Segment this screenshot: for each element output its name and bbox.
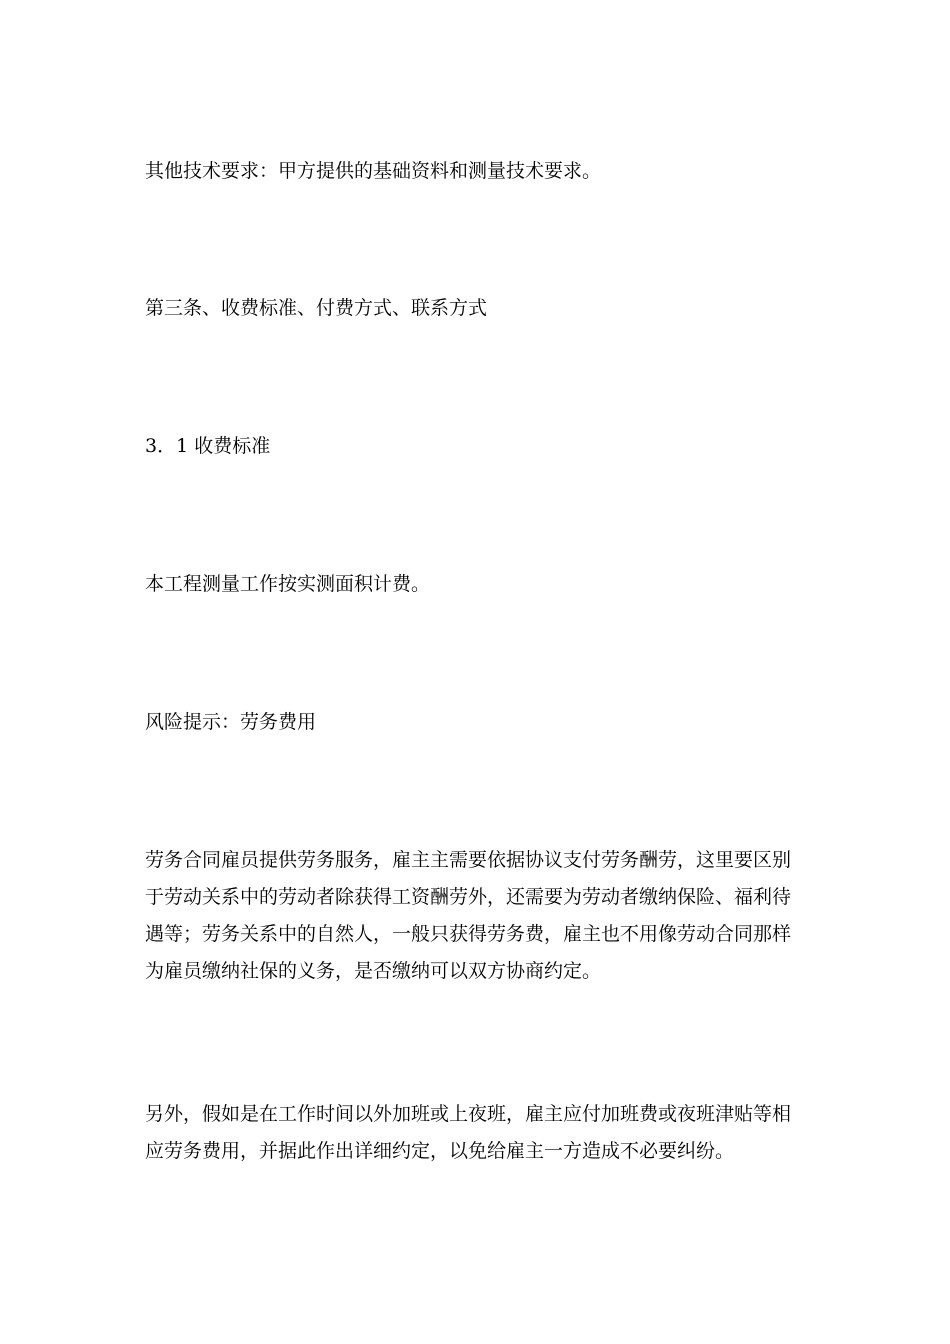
paragraph-line: 风险提示：劳务费用	[145, 711, 317, 733]
paragraph-line: 另外，假如是在工作时间以外加班或上夜班，雇主应付加班费或夜班津贴等相	[145, 1103, 792, 1125]
subsection-heading-fee-standard	[145, 428, 810, 465]
paragraph-technical-requirements	[145, 153, 810, 190]
paragraph-line: 第三条、收费标准、付费方式、联系方式	[145, 297, 488, 319]
paragraph-labor-contract	[145, 842, 810, 990]
paragraph-line: 本工程测量工作按实测面积计费。	[145, 573, 431, 595]
section-heading-article-3	[145, 290, 810, 327]
paragraph-line: 其他技术要求：甲方提供的基础资料和测量技术要求。	[145, 160, 602, 182]
paragraph-overtime	[145, 1096, 810, 1170]
risk-notice-heading	[145, 704, 810, 741]
paragraph-line: 劳务合同雇员提供劳务服务，雇主主需要依据协议支付劳务酬劳，这里要区别	[145, 849, 792, 871]
paragraph-line: 遇等；劳务关系中的自然人，一般只获得劳务费，雇主也不用像劳动合同那样	[145, 923, 792, 945]
paragraph-billing-method	[145, 566, 810, 603]
paragraph-line: 为雇员缴纳社保的义务，是否缴纳可以双方协商约定。	[145, 960, 602, 982]
paragraph-line: 于劳动关系中的劳动者除获得工资酬劳外，还需要为劳动者缴纳保险、福利待	[145, 886, 792, 908]
paragraph-line: 3．1 收费标准	[145, 435, 271, 457]
paragraph-line: 应劳务费用，并据此作出详细约定，以免给雇主一方造成不必要纠纷。	[145, 1140, 735, 1162]
